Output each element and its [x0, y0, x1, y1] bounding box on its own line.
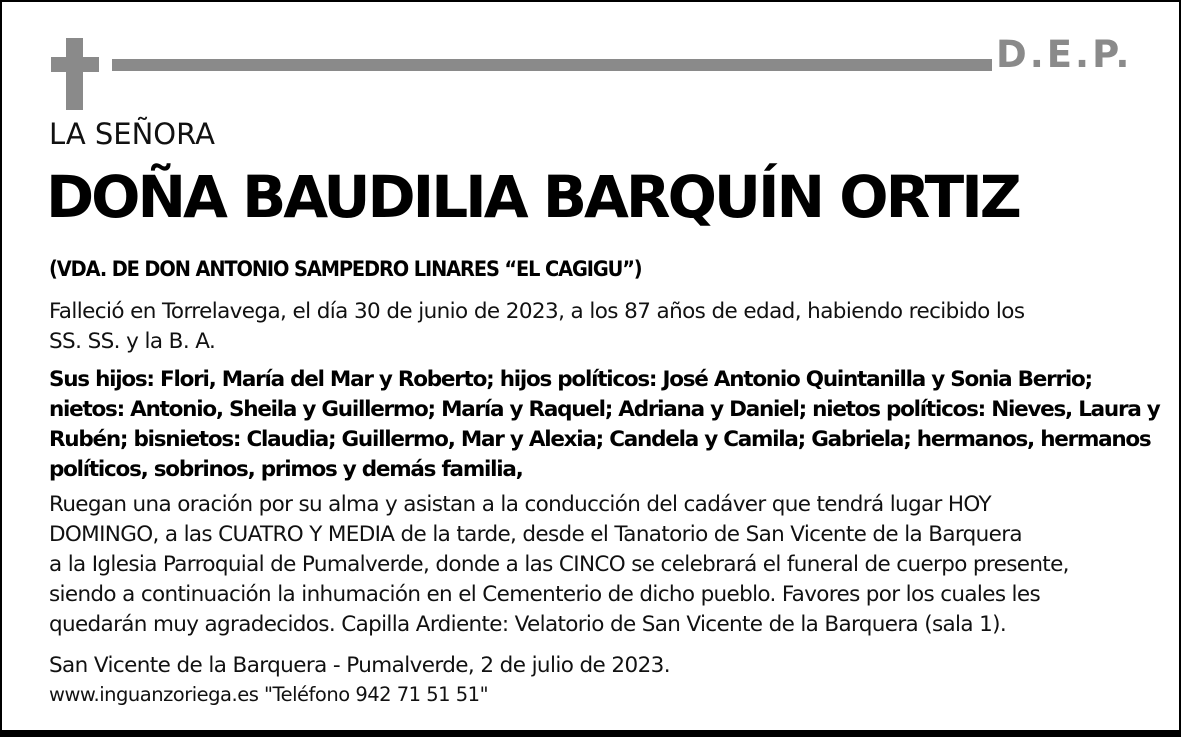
announcement-line: SS. SS. y la B. A. — [49, 329, 216, 354]
request-line: siendo a continuación la inhumación en el Cementerio de dicho pueblo. Favores por los cuales les — [49, 582, 1041, 607]
deceased-name: DOÑA BAUDILIA BARQUÍN ORTIZ — [46, 163, 1019, 231]
request-line: Ruegan una oración por su alma y asistan a la conducción del cadáver que tendrá lugar HOY — [49, 492, 991, 517]
announcement-paragraph — [49, 297, 1169, 357]
title-prefix: LA SEÑORA — [49, 117, 215, 151]
cross-icon — [66, 38, 83, 110]
place-date: San Vicente de la Barquera - Pumalverde, 2 de julio de 2023. — [49, 653, 670, 678]
dep-label: D.E.P. — [996, 33, 1133, 76]
contact-line: www.inguanzoriega.es "Teléfono 942 71 51 51" — [49, 683, 489, 706]
family-line: Rubén; bisnietos: Claudia; Guillermo, Mar y Alexia; Candela y Camila; Gabriela; hermanos, hermanos — [49, 427, 1151, 452]
widow-of-line: (VDA. DE DON ANTONIO SAMPEDRO LINARES “EL CAGIGU”) — [49, 257, 642, 282]
family-line: Sus hijos: Flori, María del Mar y Roberto; hijos políticos: José Antonio Quintanilla y Sonia Berrio; — [49, 367, 1092, 392]
family-line: políticos, sobrinos, primos y demás familia, — [49, 457, 523, 482]
announcement-line: Falleció en Torrelavega, el día 30 de junio de 2023, a los 87 años de edad, habiendo recibido los — [49, 299, 1025, 324]
place-date-line — [49, 651, 1169, 681]
family-paragraph — [49, 365, 1169, 485]
funeral-request-paragraph — [49, 490, 1169, 640]
cross-icon-crossbar — [51, 57, 99, 72]
request-line: a la Iglesia Parroquial de Pumalverde, donde a las CINCO se celebrará el funeral de cuerpo presente, — [49, 552, 1069, 577]
request-line: DOMINGO, a las CUATRO Y MEDIA de la tarde, desde el Tanatorio de San Vicente de la Barquera — [49, 522, 1022, 547]
header-rule — [112, 59, 992, 71]
family-line: nietos: Antonio, Sheila y Guillermo; María y Raquel; Adriana y Daniel; nietos políticos: Nieves, Laura y — [49, 397, 1160, 422]
request-line: quedarán muy agradecidos. Capilla Ardiente: Velatorio de San Vicente de la Barquera (sala 1). — [49, 612, 1007, 637]
